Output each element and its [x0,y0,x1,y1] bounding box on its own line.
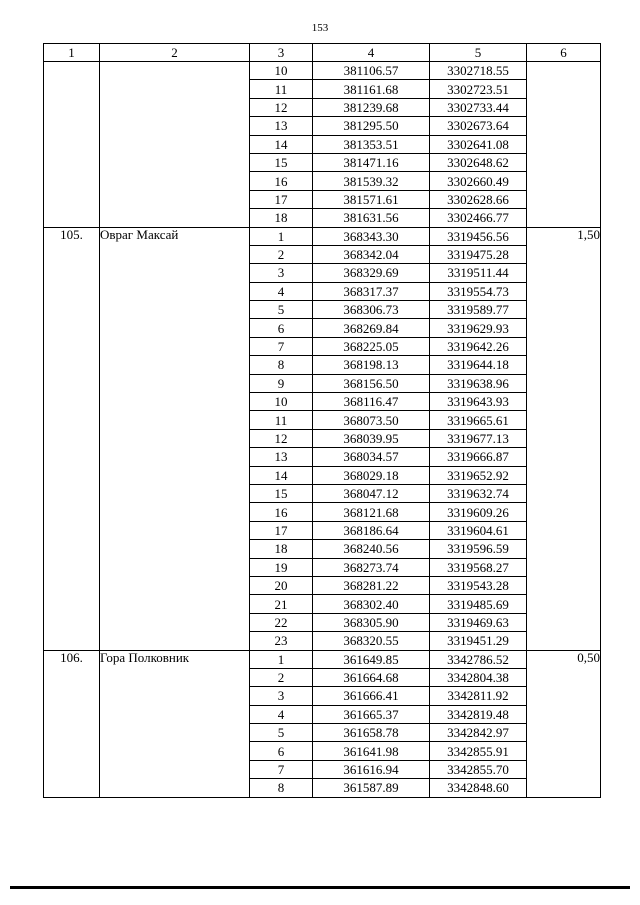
coordinate-x: 381106.57 [313,62,430,80]
coordinate-x: 368198.13 [313,356,430,374]
object-name: Овраг Максай [100,227,250,650]
page-number: 153 [311,22,329,34]
coordinate-y: 3319554.73 [430,282,527,300]
object-value: 1,50 [527,227,601,650]
coordinate-y: 3319469.63 [430,613,527,631]
coordinate-x: 381295.50 [313,117,430,135]
object-number: 105. [44,227,100,650]
object-name [100,62,250,228]
point-number: 16 [250,172,313,190]
point-number: 21 [250,595,313,613]
coordinate-x: 368034.57 [313,448,430,466]
point-number: 12 [250,98,313,116]
point-number: 10 [250,393,313,411]
coordinate-x: 361658.78 [313,724,430,742]
coordinate-x: 368073.50 [313,411,430,429]
coordinate-x: 361649.85 [313,650,430,668]
coordinate-x: 381353.51 [313,135,430,153]
point-number: 11 [250,80,313,98]
coordinate-x: 361666.41 [313,687,430,705]
coordinate-y: 3319475.28 [430,245,527,263]
point-number: 8 [250,779,313,797]
coordinate-y: 3319644.18 [430,356,527,374]
point-number: 3 [250,687,313,705]
point-number: 13 [250,117,313,135]
coordinate-x: 368305.90 [313,613,430,631]
coordinate-x: 368029.18 [313,466,430,484]
coordinate-y: 3319451.29 [430,632,527,650]
coordinate-x: 368317.37 [313,282,430,300]
coordinate-x: 368302.40 [313,595,430,613]
column-header: 1 [44,44,100,62]
point-number: 9 [250,374,313,392]
coordinate-x: 361616.94 [313,760,430,778]
coordinate-y: 3302628.66 [430,190,527,208]
table-row [44,62,601,80]
coordinate-y: 3319609.26 [430,503,527,521]
coordinate-y: 3342811.92 [430,687,527,705]
table-row [44,650,601,668]
coordinate-y: 3302718.55 [430,62,527,80]
coordinate-x: 361664.68 [313,668,430,686]
coordinate-y: 3319643.93 [430,393,527,411]
coordinate-x: 361587.89 [313,779,430,797]
point-number: 5 [250,724,313,742]
object-value: 0,50 [527,650,601,797]
coordinate-x: 361665.37 [313,705,430,723]
coordinate-y: 3319456.56 [430,227,527,245]
point-number: 1 [250,650,313,668]
header-row [44,44,601,62]
coordinate-y: 3319543.28 [430,576,527,594]
point-number: 18 [250,540,313,558]
column-header: 3 [250,44,313,62]
coordinate-x: 368329.69 [313,264,430,282]
coordinate-y: 3302673.64 [430,117,527,135]
coordinate-x: 368306.73 [313,301,430,319]
coordinate-y: 3342848.60 [430,779,527,797]
coordinate-y: 3319665.61 [430,411,527,429]
coordinate-x: 381571.61 [313,190,430,208]
coordinate-x: 361641.98 [313,742,430,760]
point-number: 16 [250,503,313,521]
coordinate-x: 368342.04 [313,245,430,263]
point-number: 23 [250,632,313,650]
point-number: 4 [250,705,313,723]
point-number: 15 [250,153,313,171]
point-number: 4 [250,282,313,300]
object-number [44,62,100,228]
point-number: 18 [250,209,313,227]
coordinate-y: 3319485.69 [430,595,527,613]
coordinate-y: 3342855.91 [430,742,527,760]
coordinate-y: 3342855.70 [430,760,527,778]
point-number: 2 [250,245,313,263]
coordinate-y: 3302648.62 [430,153,527,171]
coordinate-y: 3302466.77 [430,209,527,227]
table-row [44,227,601,245]
point-number: 14 [250,135,313,153]
coordinate-y: 3342786.52 [430,650,527,668]
coordinate-x: 368039.95 [313,429,430,447]
column-header: 6 [527,44,601,62]
coordinate-y: 3319629.93 [430,319,527,337]
coordinate-x: 368320.55 [313,632,430,650]
coordinate-x: 368116.47 [313,393,430,411]
coordinate-x: 381471.16 [313,153,430,171]
coordinate-x: 368047.12 [313,484,430,502]
coordinate-y: 3319511.44 [430,264,527,282]
point-number: 14 [250,466,313,484]
coordinate-x: 368281.22 [313,576,430,594]
coordinate-y: 3319666.87 [430,448,527,466]
coordinate-x: 368225.05 [313,337,430,355]
point-number: 12 [250,429,313,447]
coordinate-y: 3342819.48 [430,705,527,723]
coordinate-y: 3342842.97 [430,724,527,742]
coordinate-x: 368121.68 [313,503,430,521]
point-number: 5 [250,301,313,319]
point-number: 13 [250,448,313,466]
point-number: 15 [250,484,313,502]
point-number: 7 [250,760,313,778]
column-header: 2 [100,44,250,62]
coordinate-x: 368186.64 [313,521,430,539]
coordinate-x: 381539.32 [313,172,430,190]
column-header: 4 [313,44,430,62]
coordinate-y: 3319604.61 [430,521,527,539]
point-number: 17 [250,190,313,208]
coordinate-x: 381631.56 [313,209,430,227]
coordinate-y: 3319642.26 [430,337,527,355]
coordinate-x: 368156.50 [313,374,430,392]
point-number: 10 [250,62,313,80]
object-number: 106. [44,650,100,797]
coordinate-x: 368269.84 [313,319,430,337]
coordinate-y: 3319589.77 [430,301,527,319]
coordinate-y: 3319596.59 [430,540,527,558]
point-number: 6 [250,742,313,760]
coordinate-x: 368343.30 [313,227,430,245]
coordinate-y: 3302641.08 [430,135,527,153]
coordinate-x: 368240.56 [313,540,430,558]
point-number: 17 [250,521,313,539]
point-number: 6 [250,319,313,337]
coordinate-y: 3319632.74 [430,484,527,502]
object-value [527,62,601,228]
point-number: 19 [250,558,313,576]
coordinate-y: 3319652.92 [430,466,527,484]
coordinate-y: 3302660.49 [430,172,527,190]
point-number: 22 [250,613,313,631]
point-number: 8 [250,356,313,374]
coordinate-y: 3342804.38 [430,668,527,686]
bottom-rule [10,886,630,889]
coordinate-x: 381239.68 [313,98,430,116]
column-header: 5 [430,44,527,62]
coordinate-y: 3319677.13 [430,429,527,447]
coordinate-y: 3302723.51 [430,80,527,98]
coordinate-y: 3302733.44 [430,98,527,116]
point-number: 2 [250,668,313,686]
point-number: 20 [250,576,313,594]
point-number: 11 [250,411,313,429]
coordinate-y: 3319568.27 [430,558,527,576]
point-number: 1 [250,227,313,245]
coordinates-table [43,43,601,798]
object-name: Гора Полковник [100,650,250,797]
coordinate-x: 368273.74 [313,558,430,576]
point-number: 3 [250,264,313,282]
point-number: 7 [250,337,313,355]
coordinate-y: 3319638.96 [430,374,527,392]
coordinate-x: 381161.68 [313,80,430,98]
